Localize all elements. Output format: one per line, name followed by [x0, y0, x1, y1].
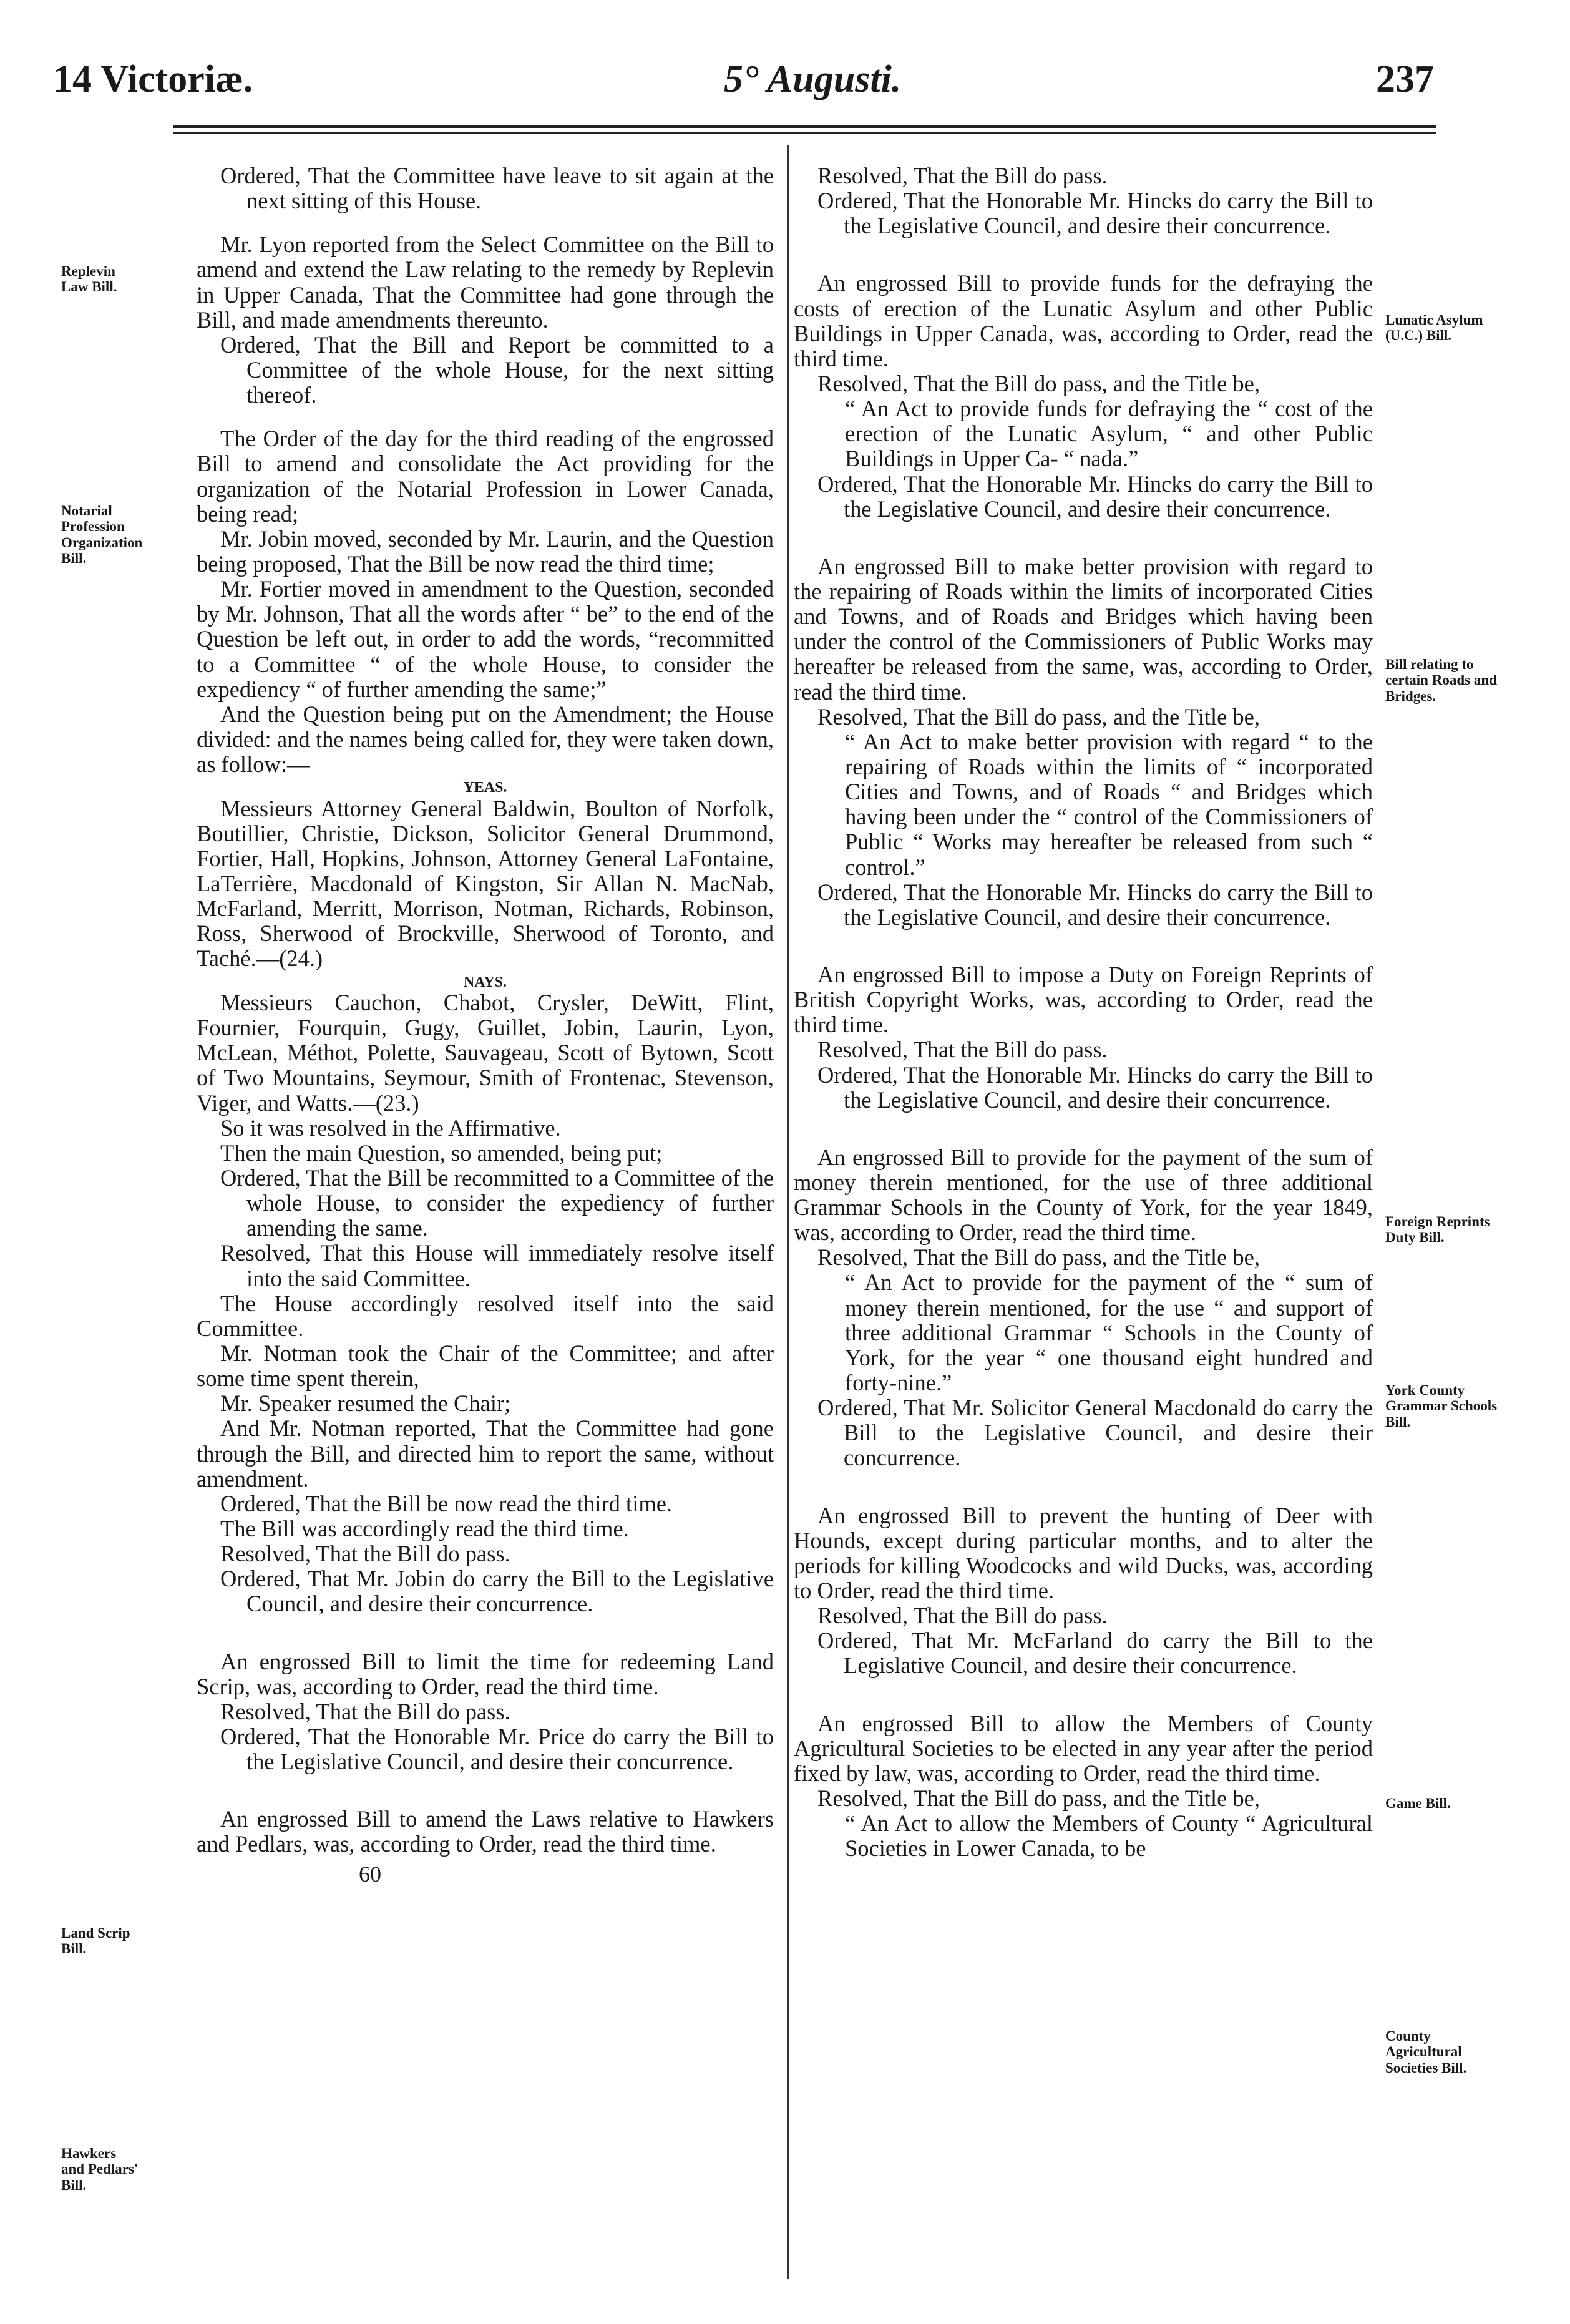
paragraph: An engrossed Bill to limit the time for redeeming Land Scrip, was, according to Order, read the third time.	[197, 1648, 774, 1699]
paragraph: Ordered, That the Bill and Report be committed to a Committee of the whole House, for the next sitting thereof.	[220, 331, 774, 408]
margin-note-hawkers: Hawkers and Pedlars' Bill.	[61, 2146, 139, 2193]
paragraph: Resolved, That the Bill do pass, and the Title be,	[817, 1244, 1260, 1271]
paragraph: Resolved, That the Bill do pass, and the Title be,	[817, 370, 1260, 396]
paragraph: And Mr. Notman reported, That the Committee had gone through the Bill, and directed him to report the same, without amendment.	[197, 1415, 774, 1492]
paragraph: Ordered, That the Bill be now read the third time.	[220, 1490, 673, 1516]
paragraph: And the Question being put on the Amendment; the House divided: and the names being called for, they were taken down, as follow:—	[197, 701, 774, 778]
margin-note-replevin: Replevin Law Bill.	[61, 263, 117, 295]
signature-mark	[197, 1861, 774, 1887]
paragraph: So it was resolved in the Affirmative.	[220, 1115, 561, 1141]
paragraph: An engrossed Bill to impose a Duty on Foreign Reprints of British Copyright Works, was, according to Order, read the third time.	[794, 961, 1373, 1038]
margin-note-notarial: Notarial Profession Organization Bill.	[61, 503, 143, 566]
paragraph: Ordered, That Mr. Jobin do carry the Bill to the Legislative Council, and desire their concurrence.	[220, 1566, 774, 1617]
running-head-date: 5° Augusti.	[724, 58, 902, 100]
paragraph: The House accordingly resolved itself into the said Committee.	[197, 1290, 774, 1341]
signature-number: 60	[359, 1861, 381, 1887]
paragraph: Ordered, That the Honorable Mr. Hincks do carry the Bill to the Legislative Council, and desire their concurrence.	[817, 879, 1373, 930]
header-rule-thick	[173, 125, 1436, 128]
margin-note-land-scrip: Land Scrip Bill.	[61, 1925, 130, 1957]
paragraph: Ordered, That Mr. Solicitor General Macdonald do carry the Bill to the Legislative Council, and desire their concurrence.	[817, 1395, 1373, 1471]
paragraph: Resolved, That this House will immediately resolve itself into the said Committee.	[220, 1240, 774, 1291]
header-rule-thin	[173, 132, 1436, 134]
nays-heading: NAYS.	[463, 974, 507, 990]
paragraph: Ordered, That the Honorable Mr. Price do carry the Bill to the Legislative Council, and desire their concurrence.	[220, 1723, 774, 1775]
paragraph: Resolved, That the Bill do pass.	[817, 1603, 1108, 1629]
paragraph: Resolved, That the Bill do pass.	[220, 1541, 510, 1567]
paragraph: Resolved, That the Bill do pass, and the Title be,	[817, 1785, 1260, 1812]
quoted-title: “ An Act to provide funds for defraying the “ cost of the erection of the Lunatic Asylum, “ and other Public Buildings in Upper Ca- “ nada.”	[845, 396, 1373, 472]
paragraph: Ordered, That the Honorable Mr. Hincks do carry the Bill to the Legislative Council, and desire their concurrence.	[817, 188, 1373, 239]
yeas-heading: YEAS.	[463, 779, 507, 796]
paragraph: Resolved, That the Bill do pass.	[220, 1698, 510, 1724]
paragraph: Ordered, That the Bill be recommitted to a Committee of the whole House, to consider the expediency of further amending the same.	[220, 1164, 774, 1241]
paragraph: Mr. Speaker resumed the Chair;	[220, 1390, 511, 1417]
paragraph: An engrossed Bill to allow the Members of County Agricultural Societies to be elected in any year after the period fixed by law, was, according to Order, read the third time.	[794, 1710, 1373, 1786]
margin-note-reprints: Foreign Reprints Duty Bill.	[1385, 1214, 1490, 1246]
paragraph: An engrossed Bill to amend the Laws relative to Hawkers and Pedlars, was, according to Order, read the third time.	[197, 1806, 774, 1857]
paragraph: Mr. Jobin moved, seconded by Mr. Laurin, and the Question being proposed, That the Bill be now read the third time;	[197, 525, 774, 577]
paragraph: An engrossed Bill to make better provision with regard to the repairing of Roads within the limits of incorporated Cities and Towns, and of Roads and Bridges which having been under the control of the Commissioners of Public Works may hereafter be released from the same, was, according to Order, read the third time.	[794, 553, 1373, 705]
paragraph: Resolved, That the Bill do pass, and the Title be,	[817, 703, 1260, 730]
margin-note-york: York County Grammar Schools Bill.	[1385, 1382, 1498, 1430]
paragraph: Messieurs Attorney General Baldwin, Boulton of Norfolk, Boutillier, Christie, Dickson, Solicitor General Drummond, Fortier, Hall, Hopkins, Johnson, Attorney General LaFontaine, LaTerrière, Macdonald of Kingston, Sir Allan N. MacNab, McFarland, Merritt, Morrison, Notman, Richards, Robinson, Ross, Sherwood of Brockville, Sherwood of Toronto, and Taché.—(24.)	[197, 795, 774, 972]
paragraph: Mr. Lyon reported from the Select Committee on the Bill to amend and extend the Law relating to the remedy by Replevin in Upper Canada, That the Committee had gone through the Bill, and made amendments thereunto.	[197, 232, 774, 333]
margin-note-game: Game Bill.	[1385, 1795, 1451, 1811]
paragraph: An engrossed Bill to provide funds for the defraying the costs of erection of the Lunatic Asylum and other Public Buildings in Upper Canada, was, according to Order, read the third time.	[794, 270, 1373, 371]
quoted-title: “ An Act to provide for the payment of the “ sum of money therein mentioned, for the use “ and support of three additional Grammar “ Schools in the County of York, for the year “ one thousand eight hundred and forty-nine.”	[845, 1269, 1373, 1396]
paragraph: Ordered, That Mr. McFarland do carry the Bill to the Legislative Council, and desire their concurrence.	[817, 1628, 1373, 1679]
right-column	[794, 164, 1373, 1861]
paragraph: Resolved, That the Bill do pass.	[817, 163, 1108, 188]
paragraph: An engrossed Bill to provide for the payment of the sum of money therein mentioned, for the use of three additional Grammar Schools in the County of York, for the year 1849, was, according to Order, read the third time.	[794, 1144, 1373, 1246]
quoted-title: “ An Act to allow the Members of County “ Agricultural Societies in Lower Canada, to be	[845, 1810, 1373, 1862]
left-column	[197, 164, 774, 1887]
paragraph: Ordered, That the Honorable Mr. Hincks do carry the Bill to the Legislative Council, and desire their concurrence.	[817, 471, 1373, 522]
paragraph: Mr. Fortier moved in amendment to the Question, seconded by Mr. Johnson, That all the words after “ be” to the end of the Question be left out, in order to add the words, “recommitted to a Committee “ of the whole House, to consider the expediency “ of further amending the same;”	[197, 576, 774, 702]
paragraph: Mr. Notman took the Chair of the Committee; and after some time spent therein,	[197, 1340, 774, 1392]
paragraph: The Order of the day for the third reading of the engrossed Bill to amend and consolidate the Act providing for the organization of the Notarial Profession in Lower Canada, being read;	[197, 426, 774, 527]
page-number: 237	[1376, 58, 1434, 100]
margin-note-lunatic: Lunatic Asylum (U.C.) Bill.	[1385, 312, 1483, 344]
column-divider	[787, 145, 789, 2279]
running-head-left: 14 Victoriæ.	[53, 58, 253, 100]
paragraph: Ordered, That the Honorable Mr. Hincks do carry the Bill to the Legislative Council, and desire their concurrence.	[817, 1062, 1373, 1113]
margin-note-agri: County Agricultural Societies Bill.	[1385, 2028, 1467, 2076]
paragraph: The Bill was accordingly read the third time.	[220, 1515, 629, 1541]
paragraph: Resolved, That the Bill do pass.	[817, 1037, 1108, 1063]
paragraph: Then the main Question, so amended, being put;	[220, 1140, 663, 1166]
paragraph: Messieurs Cauchon, Chabot, Crysler, DeWitt, Flint, Fournier, Fourquin, Gugy, Guillet, Jobin, Laurin, Lyon, McLean, Méthot, Polette, Sauvageau, Scott of Bytown, Scott of Two Mountains, Seymour, Smith of Frontenac, Stevenson, Viger, and Watts.—(23.)	[197, 990, 774, 1116]
paragraph: Ordered, That the Committee have leave to sit again at the next sitting of this House.	[220, 163, 774, 214]
quoted-title: “ An Act to make better provision with regard “ to the repairing of Roads within the limits of “ incorporated Cities and Towns, and of Roads “ and Bridges which having been under the “ control of the Commissioners of Public “ Works may hereafter be released from such “ control.”	[845, 728, 1373, 880]
margin-note-roads: Bill relating to certain Roads and Bridges.	[1385, 657, 1497, 704]
paragraph: An engrossed Bill to prevent the hunting of Deer with Hounds, except during particular months, and to alter the periods for killing Woodcocks and wild Ducks, was, according to Order, read the third time.	[794, 1502, 1373, 1604]
